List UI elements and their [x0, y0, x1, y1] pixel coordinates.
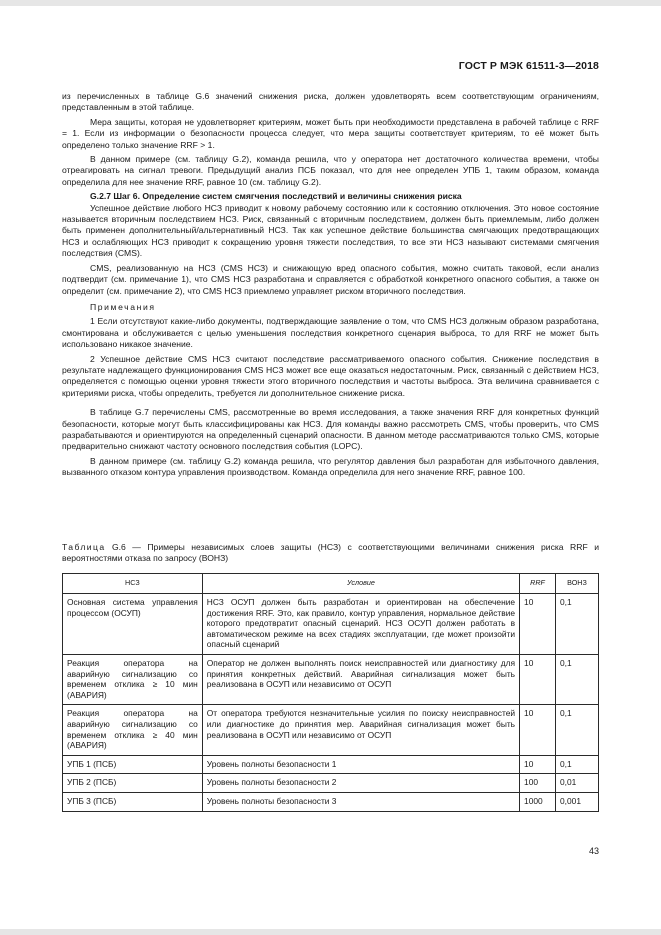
paragraph-6: В таблице G.7 перечислены CMS, рассмотренные во время исследования, а также значения RRF для конкретных функций безопасности, которые могут быть классифицированы как НСЗ. Для команды важно рассмотреть CMS, чтобы проверить, что CMS разрабатываются и ориентируются на определенный сценарий опасности. В данном методе рассматриваются только CMS, которые предварительно снижают частоту основного последствия события (LOPC).: [62, 407, 599, 452]
cell-condition: От оператора требуются незначительные усилия по поиску неисправностей или диагностике до принятия мер. Аварийная сигнализация может быть реализована в ОСУП или независимо от ОСУП: [202, 705, 519, 755]
paragraph-7: В данном примере (см. таблицу G.2) команда решила, что регулятор давления был разработан для избыточного давления, вызванного отказом контура управления производством. Команда определила для него значение RRF, равное 100.: [62, 455, 599, 478]
table-row: [63, 792, 599, 811]
cell-condition: Уровень полноты безопасности 2: [202, 774, 519, 793]
table-row: [63, 705, 599, 755]
cell-pfd: 0,1: [556, 705, 599, 755]
table-row: [63, 594, 599, 655]
cell-ipl: УПБ 3 (ПСБ): [63, 792, 203, 811]
page-number: 43: [588, 846, 599, 856]
cell-ipl: Реакция оператора на аварийную сигнализацию со временем отклика ≥ 40 мин (АВАРИЯ): [63, 705, 203, 755]
cell-ipl: Основная система управления процессом (ОСУП): [63, 594, 203, 655]
cell-condition: Уровень полноты безопасности 3: [202, 792, 519, 811]
cell-pfd: 0,1: [556, 755, 599, 774]
paragraph-1: из перечисленных в таблице G.6 значений снижения риска, должен удовлетворять всем соответствующим ограничениям, представленным в этой таблице.: [62, 91, 599, 113]
header-condition: Условие: [202, 574, 519, 594]
page-top-edge: [0, 0, 661, 6]
paragraph-4: Успешное действие любого НСЗ приводит к новому рабочему состоянию или к состоянию отключения. Это новое состояние называется вторичным последствием НСЗ. Риск, связанный с вторичным последствием, должен быть приемлемым, либо должен быть применен дополнительный/альтернативный НСЗ. Так как успешное действие большинства смягчающих предотвращающих НСЗ и ослабляющих НСЗ приводит к сокращению уровня тяжести последствия, то все эти НСЗ называют системами смягчения последствия (CMS).: [62, 202, 599, 259]
cell-pfd: 0,01: [556, 774, 599, 793]
table-row: [63, 755, 599, 774]
cell-rrf: 10: [520, 594, 556, 655]
note-1: 1 Если отсутствуют какие-либо документы, подтверждающие заявление о том, что CMS НСЗ должным образом разработана, смонтирована и обслуживается с целью уменьшения последствия конкретного сценария выброса, то для RRF не может быть использовано никакое значение.: [62, 316, 599, 350]
paragraph-5: CMS, реализованную на НСЗ (CMS НСЗ) и снижающую вред опасного события, можно считать таковой, если анализ подтвердит (см. примечание 1), что CMS НСЗ разработана и справляется с обработкой конкретного опасного события, а также он определит (см. примечание 2), что CMS НСЗ приемлемо управляет риском вторичного последствия.: [62, 262, 599, 296]
paragraph-2: Мера защиты, которая не удовлетворяет критериям, может быть при необходимости представлена в рабочей таблице с RRF = 1. Если из информации о безопасности процесса следует, что мера защиты соответствует критериям, то её может быть определено только значение RRF > 1.: [62, 116, 599, 150]
cell-condition: НСЗ ОСУП должен быть разработан и ориентирован на обеспечение достижения RRF. Это, как правило, контур управления, нормальное действие которого предотвратит опасный сценарий. НСЗ ОСУП должен работать в автоматическом режиме на всех стадиях эксплуатации, где может произойти опасный сценарий: [202, 594, 519, 655]
cell-rrf: 10: [520, 705, 556, 755]
table-caption: [62, 542, 599, 565]
table-caption-label: Таблица: [62, 542, 106, 552]
cell-condition: Оператор не должен выполнять поиск неисправностей или диагностику для принятия конкретных действий. Аварийная сигнализация может быть реализована в ОСУП или независимо от ОСУП: [202, 654, 519, 704]
cell-pfd: 0,1: [556, 594, 599, 655]
table-caption-text: G.6 — Примеры независимых слоев защиты (НСЗ) с соответствующими величинами снижения риска RRF и вероятностями отказа по запросу (ВОНЗ): [62, 542, 599, 564]
section-heading: G.2.7 Шаг 6. Определение систем смягчения последствий и величины снижения риска: [90, 191, 462, 202]
table-row: [63, 774, 599, 793]
page-bottom-edge: [0, 929, 661, 935]
header-ipl: НСЗ: [63, 574, 203, 594]
cell-rrf: 100: [520, 774, 556, 793]
note-2: 2 Успешное действие CMS НСЗ считают последствие рассматриваемого опасного события. Снижение последствия в результате надлежащего функционирования CMS НСЗ может все еще оказаться недостаточным. Риск, связанный с действием НСЗ, определяется с помощью оценки уровня тяжести этого вторичного последствия и частоты выброса. Эта величина сравнивается с критериями риска, чтобы определить, требуется ли дополнительное снижение риска.: [62, 353, 599, 398]
cell-ipl: Реакция оператора на аварийную сигнализацию со временем отклика ≥ 10 мин (АВАРИЯ): [63, 654, 203, 704]
table-row: [63, 654, 599, 704]
notes-title: Примечания: [90, 301, 156, 312]
cell-rrf: 10: [520, 755, 556, 774]
cell-rrf: 1000: [520, 792, 556, 811]
cell-condition: Уровень полноты безопасности 1: [202, 755, 519, 774]
body-text: [62, 91, 599, 482]
table-header-row: [63, 574, 599, 594]
header-pfd: ВОНЗ: [556, 574, 599, 594]
ipl-table: [62, 573, 599, 812]
cell-pfd: 0,001: [556, 792, 599, 811]
standard-header: ГОСТ Р МЭК 61511-3—2018: [458, 60, 599, 72]
paragraph-3: В данном примере (см. таблицу G.2), команда решила, что у оператора нет достаточного количества времени, чтобы отреагировать на сигнал тревоги. Предыдущий анализ ПСБ показал, что для нее определен УПБ 1, таким образом, команда определила для нее значение RRF, равное 10 (см. таблицу G.2).: [62, 154, 599, 187]
header-rrf: RRF: [520, 574, 556, 594]
cell-ipl: УПБ 2 (ПСБ): [63, 774, 203, 793]
cell-rrf: 10: [520, 654, 556, 704]
cell-pfd: 0,1: [556, 654, 599, 704]
cell-ipl: УПБ 1 (ПСБ): [63, 755, 203, 774]
